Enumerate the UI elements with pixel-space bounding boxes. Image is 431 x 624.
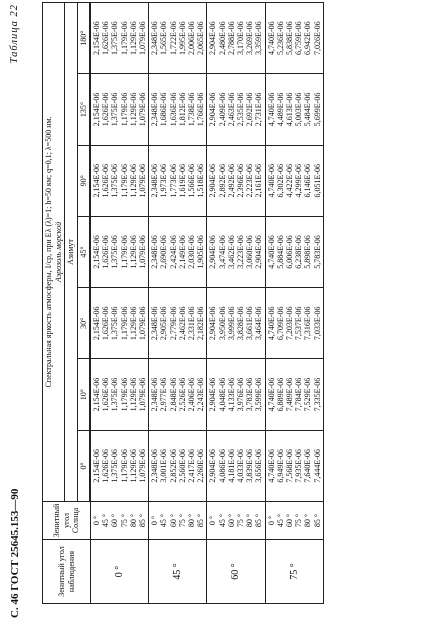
values-az-45: 4,740Е-06 5,884Е-06 6,006Е-06 6,238Е-06 5,898Е-06 5,783Е-06 bbox=[265, 216, 323, 287]
values-az-180: 4,740Е-06 5,236Е-06 5,838Е-06 6,759Е-06 6,942Е-06 7,026Е-06 bbox=[265, 3, 323, 74]
table-body bbox=[91, 3, 324, 604]
values-az-45: 2,348Е-06 2,690Е-06 2,424Е-06 2,149Е-06 2,030Е-06 1,905Е-06 bbox=[149, 216, 207, 287]
azimuth-30: 30° bbox=[77, 288, 90, 359]
values-az-180: 2,904Е-06 2,480Е-06 2,788Е-06 3,170Е-06 3,269Е-06 3,359Е-06 bbox=[207, 3, 265, 74]
sun-angles: 0 ° 45 ° 60 ° 75 ° 80 ° 85 ° bbox=[149, 502, 207, 540]
values-az-90: 2,348Е-06 1,973Е-06 1,773Е-06 1,619Е-06 1,566Е-06 1,518Е-06 bbox=[149, 145, 207, 216]
page-number-standard: С. 46 ГОСТ 25645.153—90 bbox=[9, 488, 21, 618]
values-az-10: 2,154Е-06 1,626Е-06 1,375Е-06 1,179Е-06 1,129Е-06 1,079Е-06 bbox=[91, 359, 149, 430]
table-title: Спектральная яркость атмосферы, I/сp, при Eλ (λ)=1; h=50 км; q=0,1; λ=500 нм. bbox=[44, 116, 53, 388]
sun-angles: 0 ° 45 ° 60 ° 75 ° 80 ° 85 ° bbox=[207, 502, 265, 540]
azimuth-45: 45° bbox=[77, 216, 90, 287]
values-az-30: 2,348Е-06 2,905Е-06 2,779Е-06 2,462Е-06 2,331Е-06 2,182Е-06 bbox=[149, 288, 207, 359]
values-az-180: 2,348Е-06 1,565Е-06 1,722Е-06 1,995Е-06 2,006Е-06 2,065Е-06 bbox=[149, 3, 207, 74]
values-az-90: 2,904Е-06 2,892Е-06 2,492Е-06 2,396Е-06 2,223Е-06 2,161Е-06 bbox=[207, 145, 265, 216]
azimuth-10: 10° bbox=[77, 359, 90, 430]
page-header bbox=[0, 0, 40, 624]
values-az-0: 2,904Е-06 4,086Е-06 4,181Е-06 4,033Е-06 3,839Е-06 3,656Е-06 bbox=[207, 430, 265, 501]
sun-angles: 0 ° 45 ° 60 ° 75 ° 80 ° 85 ° bbox=[91, 502, 149, 540]
table-row bbox=[265, 3, 323, 604]
values-az-30: 2,904Е-06 3,950Е-06 3,999Е-06 3,828Е-06 3,661Е-06 3,464Е-06 bbox=[207, 288, 265, 359]
header-zenith-obs: Зенитный угол наблюдения bbox=[43, 540, 91, 604]
azimuth-0: 0° bbox=[77, 430, 90, 501]
azimuth-label: Азимут bbox=[65, 3, 78, 502]
values-az-180: 2,154Е-06 1,626Е-06 1,375Е-06 1,179Е-06 1,129Е-06 1,079Е-06 bbox=[91, 3, 149, 74]
table-subtitle: Аэрозоль морской bbox=[53, 221, 63, 283]
obs-angle: 60 ° bbox=[207, 540, 265, 604]
values-az-135: 2,154Е-06 1,626Е-06 1,375Е-06 1,179Е-06 1,129Е-06 1,079Е-06 bbox=[91, 74, 149, 145]
obs-angle: 75 ° bbox=[265, 540, 323, 604]
obs-angle: 0 ° bbox=[91, 540, 149, 604]
table-title-cell bbox=[43, 3, 65, 502]
values-az-30: 2,154Е-06 1,626Е-06 1,375Е-06 1,179Е-06 1,129Е-06 1,079Е-06 bbox=[91, 288, 149, 359]
values-az-10: 2,904Е-06 4,048Е-06 4,133Е-06 3,976Е-06 3,783Е-06 3,599Е-06 bbox=[207, 359, 265, 430]
values-az-30: 4,740Е-06 6,709Е-06 7,203Е-06 7,537Е-06 7,316Е-06 7,033Е-06 bbox=[265, 288, 323, 359]
table-row bbox=[91, 3, 149, 604]
table-row bbox=[149, 3, 207, 604]
radiance-table bbox=[42, 2, 324, 604]
table-row bbox=[207, 3, 265, 604]
values-az-0: 2,154Е-06 1,626Е-06 1,375Е-06 1,179Е-06 1,129Е-06 1,079Е-06 bbox=[91, 430, 149, 501]
azimuth-180: 180° bbox=[77, 3, 90, 74]
values-az-45: 2,904Е-06 3,474Е-06 3,462Е-06 3,223Е-06 3,060Е-06 2,904Е-06 bbox=[207, 216, 265, 287]
values-az-135: 4,740Е-06 4,489Е-06 4,613Е-06 5,003Е-06 5,484Е-06 5,699Е-06 bbox=[265, 74, 323, 145]
values-az-90: 2,154Е-06 1,626Е-06 1,375Е-06 1,179Е-06 1,129Е-06 1,079Е-06 bbox=[91, 145, 149, 216]
values-az-135: 2,904Е-06 2,409Е-06 2,463Е-06 2,535Е-06 2,692Е-06 2,731Е-06 bbox=[207, 74, 265, 145]
values-az-135: 2,348Е-06 1,686Е-06 1,636Е-06 1,812Е-06 1,738Е-06 1,766Е-06 bbox=[149, 74, 207, 145]
sun-angles: 0 ° 45 ° 60 ° 75 ° 80 ° 85 ° bbox=[265, 502, 323, 540]
values-az-0: 4,740Е-06 6,949Е-06 7,568Е-06 7,935Е-06 7,640Е-06 7,444Е-06 bbox=[265, 430, 323, 501]
values-az-45: 2,154Е-06 1,626Е-06 1,375Е-06 1,179Е-06 1,129Е-06 1,079Е-06 bbox=[91, 216, 149, 287]
values-az-0: 2,348Е-06 3,001Е-06 2,852Е-06 2,560Е-06 2,417Е-06 2,260Е-06 bbox=[149, 430, 207, 501]
azimuth-135: 135° bbox=[77, 74, 90, 145]
values-az-10: 2,348Е-06 2,977Е-06 2,848Е-06 2,526Е-06 2,406Е-06 2,243Е-06 bbox=[149, 359, 207, 430]
values-az-10: 4,740Е-06 6,889Е-06 7,489Е-06 7,784Е-06 7,529Е-06 7,335Е-06 bbox=[265, 359, 323, 430]
values-az-90: 4,740Е-06 6,302Е-06 4,422Е-06 4,299Е-06 6,146Е-06 6,051Е-06 bbox=[265, 145, 323, 216]
title-row bbox=[43, 3, 65, 604]
table-label: Таблица 22 bbox=[9, 4, 20, 64]
azimuth-90: 90° bbox=[77, 145, 90, 216]
obs-angle: 45 ° bbox=[149, 540, 207, 604]
header-zenith-sun: Зенитный угол Солнца bbox=[43, 502, 91, 540]
